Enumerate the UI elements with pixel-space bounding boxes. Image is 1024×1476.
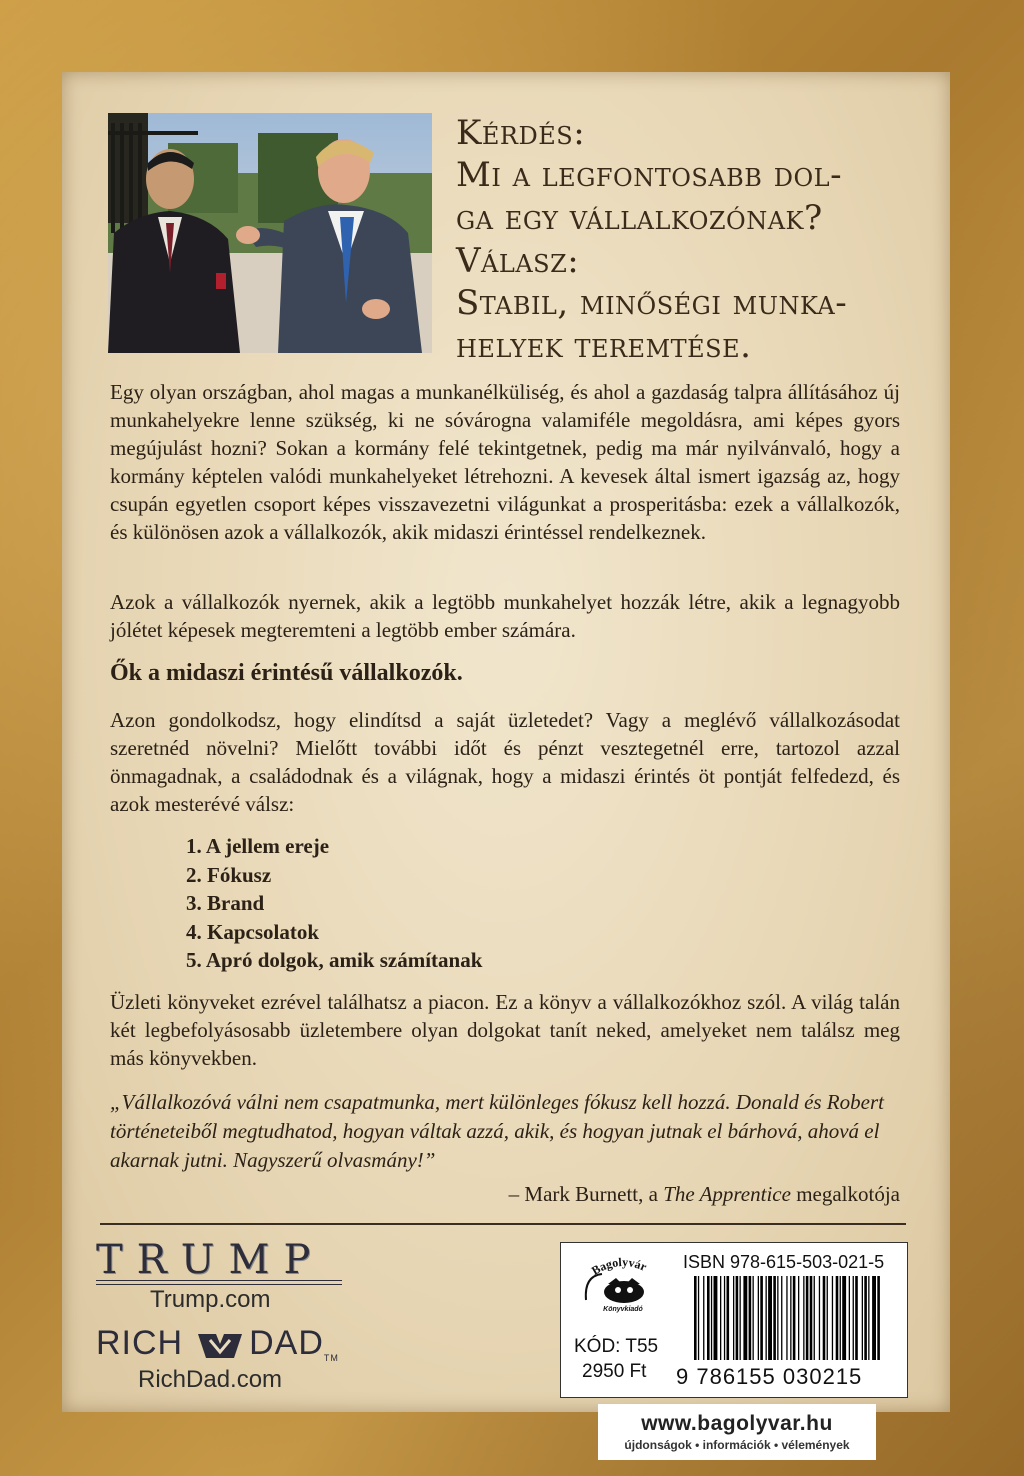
isbn-barcode xyxy=(690,1276,886,1370)
website-tagline: újdonságok • információk • vélemények xyxy=(624,1438,850,1452)
barcode-bar xyxy=(758,1276,759,1360)
barcode-bar xyxy=(786,1276,787,1360)
publisher-name: Bagolyvár xyxy=(588,1256,649,1278)
trump-logo: TRUMP xyxy=(96,1237,325,1283)
barcode-bar xyxy=(819,1276,820,1360)
barcode-bar xyxy=(853,1276,854,1360)
barcode-bar xyxy=(832,1276,833,1360)
quote-attribution xyxy=(509,1180,900,1208)
website-url[interactable]: www.bagolyvar.hu xyxy=(641,1412,833,1435)
author-photo xyxy=(108,113,432,353)
publisher-web-box xyxy=(598,1404,876,1460)
barcode-bar xyxy=(740,1276,741,1360)
barcode-bar xyxy=(753,1276,754,1360)
barcode-bar xyxy=(827,1276,828,1360)
barcode-bar xyxy=(749,1276,752,1360)
question-line-2: ga egy vállalkozónak? xyxy=(456,198,823,238)
midas-heading: Ők a midaszi érintésű vállalkozók. xyxy=(110,660,463,686)
barcode-bar xyxy=(842,1276,846,1360)
publisher-subtitle: Könyvkiadó xyxy=(603,1306,643,1313)
barcode-bar xyxy=(877,1276,880,1360)
barcode-bar xyxy=(849,1276,850,1360)
list-item: 5. Apró dolgok, amik számítanak xyxy=(186,948,483,972)
barcode-bar xyxy=(810,1276,813,1360)
publisher-arc-text xyxy=(578,1256,668,1280)
barcode-bar xyxy=(707,1276,710,1360)
show-title: The Apprentice xyxy=(663,1182,791,1206)
barcode-bar xyxy=(724,1276,725,1360)
barcode-bar xyxy=(777,1276,778,1360)
paragraph-3: Azon gondolkodsz, hogy elindítsd a saját üzletedet? Vagy a meglévő vállalkozásodat szeretnéd növelni? Mielőtt további időt és pénzt vesztegetnél erre, tartozol azzal önmagadnak, a családodnak és a világnak, hogy a midaszi érintés öt pontját felfedezd, és azok mesterévé válsz: xyxy=(110,708,900,816)
five-points-list xyxy=(186,832,482,975)
barcode-bar xyxy=(703,1276,704,1360)
barcode-bar xyxy=(760,1276,763,1360)
barcode-bar xyxy=(840,1276,841,1360)
code-price-block xyxy=(574,1334,658,1384)
barcode-bar xyxy=(773,1276,776,1360)
isbn-text: ISBN 978-615-503-021-5 xyxy=(683,1252,885,1272)
divider-line xyxy=(100,1223,906,1225)
richdad-emblem-icon xyxy=(196,1330,244,1362)
barcode-bar xyxy=(823,1276,826,1360)
barcode-bar xyxy=(798,1276,799,1360)
barcode-bar xyxy=(814,1276,815,1360)
barcode-bar xyxy=(698,1276,699,1360)
barcode-bar xyxy=(872,1276,876,1360)
barcode-bar xyxy=(781,1276,782,1360)
barcode-bar xyxy=(793,1276,796,1360)
barcode-bar xyxy=(727,1276,730,1360)
richdad-word-dad: DAD xyxy=(249,1324,324,1362)
trump-url: Trump.com xyxy=(150,1286,271,1313)
barcode-bar xyxy=(864,1276,867,1360)
barcode-bar xyxy=(714,1276,718,1360)
barcode-bar xyxy=(862,1276,863,1360)
richdad-word-rich: RICH xyxy=(96,1324,184,1362)
paragraph-2: Azok a vállalkozók nyernek, akik a legtöbb munkahelyet hozzák létre, akik a legnagyobb jólétet képesek megteremteni a legtöbb ember számára. xyxy=(110,590,900,642)
paragraph-1: Egy olyan országban, ahol magas a munkanélküliség, és ahol a gazdaság talpra állításához új munkahelyekre lenne szükség, ki ne sóvárogna valamiféle megoldásra, ami képes gyors megújulást hozni? Sokan a kormány felé tekintgetnek, pedig ma már nyilvánvaló, hogy a kormány képtelen valódi munkahelyeket létrehozni. A kevesek által ismert igazság az, hogy csupán egyetlen csoport képes visszavezetni világunkat a prosperitásba: ezek a vállalkozók, és különösen azok a vállalkozók, akik midaszi érintéssel rendelkeznek. xyxy=(110,380,900,544)
barcode-bar xyxy=(736,1276,739,1360)
barcode-bar xyxy=(836,1276,839,1360)
trump-logo-underline xyxy=(96,1280,342,1285)
list-item: 3. Brand xyxy=(186,891,265,915)
question-line-1: Mi a legfontosabb dol- xyxy=(456,155,843,195)
barcode-bar xyxy=(803,1276,804,1360)
list-item: 4. Kapcsolatok xyxy=(186,919,320,944)
barcode-bar xyxy=(806,1276,809,1360)
barcode-bar xyxy=(694,1276,697,1360)
attribution-suffix: megalkotója xyxy=(790,1182,900,1206)
question-label: Kérdés: xyxy=(456,113,586,153)
paragraph-4: Üzleti könyveket ezrével találhatsz a piacon. Ez a könyv a vállalkozókhoz szól. A világ talán két legbefolyásosabb üzletembere olyan dolgokat tanít neked, amelyeket nem találsz meg más könyvekben. xyxy=(110,990,900,1070)
answer-line-2: helyek teremtése. xyxy=(456,326,752,366)
price: 2950 Ft xyxy=(582,1361,647,1382)
barcode-bar xyxy=(733,1276,734,1360)
barcode-bar xyxy=(868,1276,869,1360)
product-code: KÓD: T55 xyxy=(574,1336,659,1357)
list-item: 2. Fókusz xyxy=(186,862,272,887)
svg-text:Bagolyvár xyxy=(589,1256,649,1278)
barcode-digits: 9 786155 030215 xyxy=(676,1364,863,1389)
barcode-bar xyxy=(766,1276,767,1360)
barcode-bar xyxy=(790,1276,791,1360)
answer-label: Válasz: xyxy=(456,241,580,281)
attribution-prefix: – Mark Burnett, a xyxy=(508,1182,664,1206)
barcode-bar xyxy=(743,1276,747,1360)
testimonial-quote: „Vállalkozóvá válni nem csapatmunka, mert különleges fókusz kell hozzá. Donald és Robert történeteiből megtudhatod, hogyan váltak azzá, akik, és hogyan jutnak el bárhová, ahová el akarnak jutni. Nagyszerű olvasmány!” xyxy=(110,1090,884,1172)
list-item: 1. A jellem ereje xyxy=(186,834,330,858)
richdad-url: RichDad.com xyxy=(138,1366,283,1393)
barcode-bar xyxy=(768,1276,772,1360)
barcode-bar xyxy=(711,1276,712,1360)
barcode-bar xyxy=(855,1276,858,1360)
question-answer-block xyxy=(456,112,926,368)
answer-line-1: Stabil, minőségi munka- xyxy=(456,283,848,323)
barcode-bar xyxy=(720,1276,721,1360)
richdad-tm: TM xyxy=(323,1353,339,1363)
